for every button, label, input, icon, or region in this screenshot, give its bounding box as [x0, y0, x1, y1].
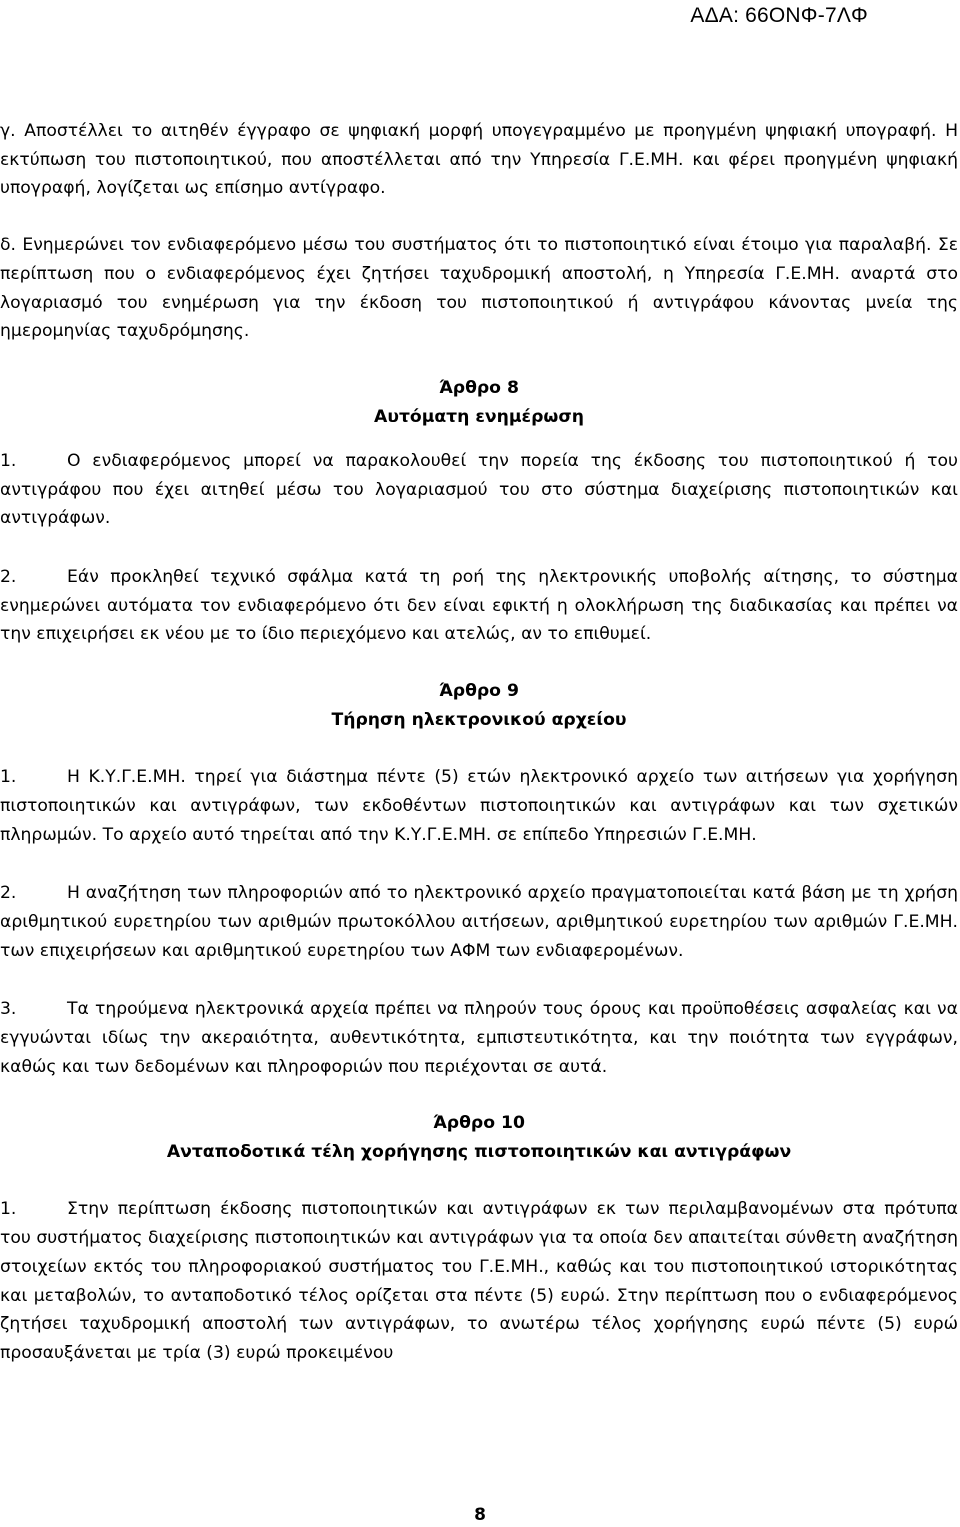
item-number: 2. — [0, 567, 17, 588]
item-text: Ο ενδιαφερόμενος μπορεί να παρακολουθεί την πορεία της έκδοσης του πιστοποιητικού ή του αντιγράφου που έχει αιτηθεί μέσω του λογαριασμού του στο σύστημα διαχείρισης πιστοποιητικών και αντιγράφων. — [0, 450, 958, 529]
item-number: 1. — [0, 450, 17, 471]
page-number: 8 — [474, 1505, 486, 1525]
article-8-number: Άρθρο 8 — [439, 377, 519, 398]
item-text: Εάν προκληθεί τεχνικό σφάλμα κατά τη ροή της ηλεκτρονικής υποβολής αίτησης, το σύστημα ενημερώνει αυτόματα τον ενδιαφερόμενο ότι δεν είναι εφικτή η ολοκλήρωση της διαδικασίας και πρέπει να την επιχειρήσει εκ νέου με το ίδιο περιεχόμενο και ατελώς, αν το επιθυμεί. — [0, 567, 958, 645]
ada-code: ΑΔΑ: 66ΟΝΦ-7ΛΦ — [690, 4, 868, 27]
article-8-item-1 — [0, 447, 958, 533]
article-9-number: Άρθρο 9 — [439, 681, 519, 702]
article-10-item-1 — [0, 1195, 958, 1367]
item-text: Η αναζήτηση των πληροφοριών από το ηλεκτρονικό αρχείο πραγματοποιείται κατά βάση με τη χρήση αριθμητικού ευρετηρίου των αριθμών πρωτοκόλλου αιτήσεων, αριθμητικού ευρετηρίου των αριθμών Γ.Ε.ΜΗ. των επιχειρήσεων και αριθμητικού ευρετηρίου των ΑΦΜ των ενδιαφερομένων. — [0, 883, 958, 961]
item-number: 1. — [0, 767, 17, 788]
article-9-item-3 — [0, 995, 958, 1081]
article-9-item-1 — [0, 763, 958, 849]
article-9-title: Τήρηση ηλεκτρονικού αρχείου — [331, 710, 627, 731]
article-10-title: Ανταποδοτικά τέλη χορήγησης πιστοποιητικών και αντιγράφων — [166, 1142, 792, 1163]
paragraph-gamma: γ. Αποστέλλει το αιτηθέν έγγραφο σε ψηφιακή μορφή υπογεγραμμένο με προηγμένη ψηφιακή υπογραφή. Η εκτύπωση του πιστοποιητικού, που αποστέλλεται από την Υπηρεσία Γ.Ε.ΜΗ. και φέρει προηγμένη ψηφιακή υπογραφή, λογίζεται ως επίσημο αντίγραφο. — [0, 121, 958, 199]
article-8-item-2 — [0, 563, 958, 649]
document-body — [0, 117, 958, 1368]
article-9-item-2 — [0, 879, 958, 965]
item-number: 1. — [0, 1199, 17, 1220]
item-text: Τα τηρούμενα ηλεκτρονικά αρχεία πρέπει να πληρούν τους όρους και προϋποθέσεις ασφαλείας και να εγγυώνται ιδίως την ακεραιότητα, αυθεντικότητα, εμπιστευτικότητα, και την ποιότητα των εγγράφων, καθώς και των δεδομένων και πληροφοριών που περιέχονται σε αυτά. — [0, 999, 958, 1077]
item-text: Η Κ.Υ.Γ.Ε.ΜΗ. τηρεί για διάστημα πέντε (5) ετών ηλεκτρονικό αρχείο των αιτήσεων για χορήγηση πιστοποιητικών και αντιγράφων, των εκδοθέντων πιστοποιητικών και αντιγράφων και των σχετικών πληρωμών. Το αρχείο αυτό τηρείται από την Κ.Υ.Γ.Ε.ΜΗ. σε επίπεδο Υπηρεσιών Γ.Ε.ΜΗ. — [0, 767, 958, 845]
item-number: 3. — [0, 999, 17, 1020]
article-8-title: Αυτόματη ενημέρωση — [374, 406, 584, 427]
item-number: 2. — [0, 883, 17, 904]
paragraph-delta: δ. Ενημερώνει τον ενδιαφερόμενο μέσω του συστήματος ότι το πιστοποιητικό είναι έτοιμο για παραλαβή. Σε περίπτωση που ο ενδιαφερόμενος έχει ζητήσει ταχυδρομική αποστολή, η Υπηρεσία Γ.Ε.ΜΗ. αναρτά στο λογαριασμό του ενημέρωση για την έκδοση του πιστοποιητικού ή αντιγράφου κάνοντας μνεία της ημερομηνίας ταχυδρόμησης. — [0, 235, 958, 342]
article-10-number: Άρθρο 10 — [433, 1113, 525, 1134]
item-text: Στην περίπτωση έκδοσης πιστοποιητικών και αντιγράφων εκ των περιλαμβανομένων στα πρότυπα του συστήματος διαχείρισης πιστοποιητικών και αντιγράφων για τα οποία δεν απαιτείται σύνθετη αναζήτηση στοιχείων εκτός του πληροφοριακού συστήματος του Γ.Ε.ΜΗ., καθώς και του πιστοποιητικού ιστορικότητας και μεταβολών, το ανταποδοτικό τέλος ορίζεται στα πέντε (5) ευρώ. Στην περίπτωση που ο ενδιαφερόμενος ζητήσει ταχυδρομική αποστολή των αντιγράφων, το ανωτέρω τέλος χορήγησης ευρώ πέντε (5) ευρώ προσαυξάνεται με τρία (3) ευρώ προκειμένου — [0, 1199, 958, 1363]
